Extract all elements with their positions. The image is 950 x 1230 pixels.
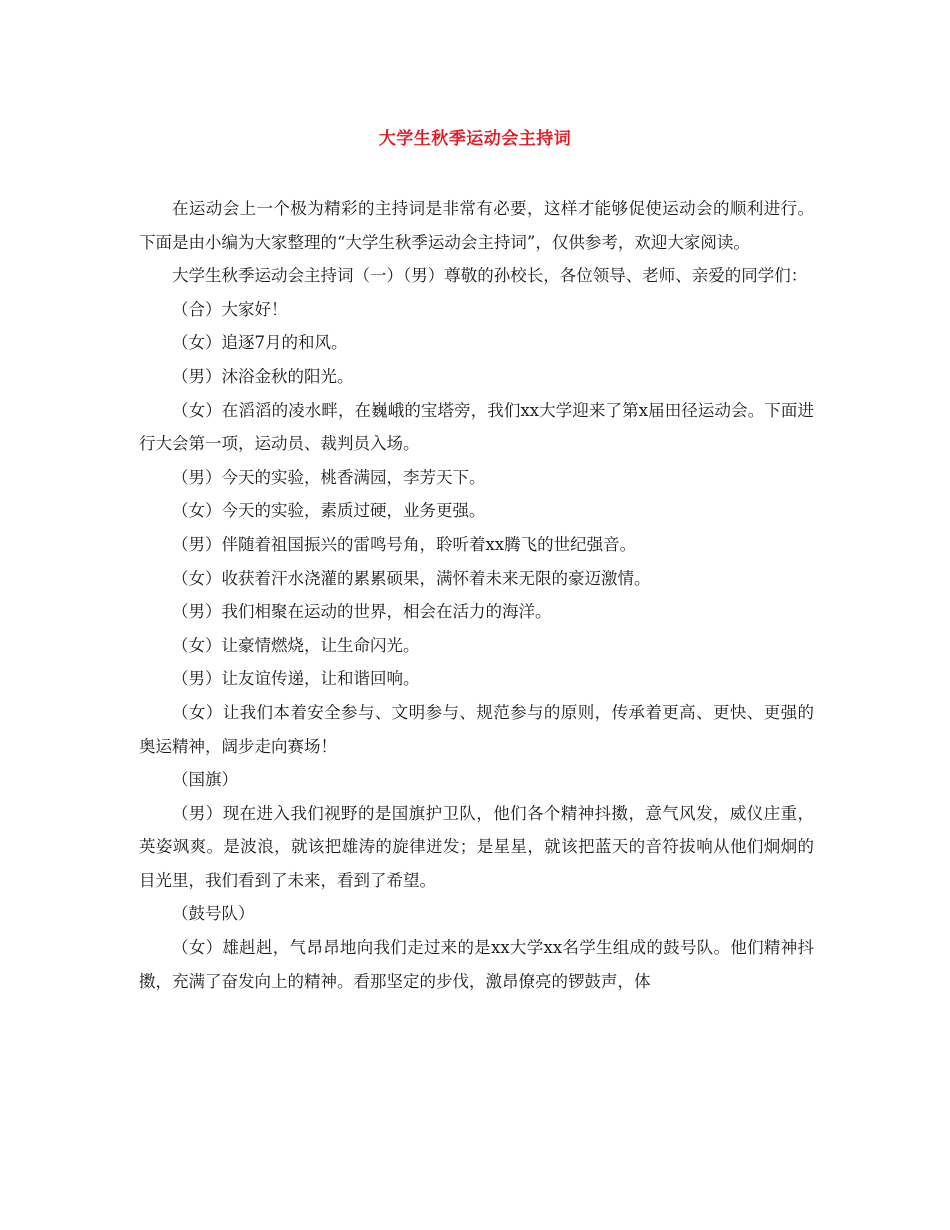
paragraph: （男）让友谊传递，让和谐回响。 <box>172 669 420 689</box>
paragraph: （男）沐浴金秋的阳光。 <box>172 366 354 386</box>
document-body <box>139 192 814 998</box>
paragraph: （女）追逐7月的和风。 <box>172 333 348 353</box>
paragraph: （女）雄赳赳，气昂昂地向我们走过来的是xx大学xx名学生组成的鼓号队。他们精神抖擞，充满了奋发向上的精神。看那坚定的步伐，激昂僚亮的锣鼓声，体 <box>139 938 814 991</box>
paragraph: （女）在滔滔的凌水畔，在巍峨的宝塔旁，我们xx大学迎来了第x届田径运动会。下面进行大会第一项，运动员、裁判员入场。 <box>139 400 814 454</box>
paragraph: （女）收获着汗水浇灌的累累硕果，满怀着未来无限的豪迈激情。 <box>172 568 651 588</box>
page-title: 大学生秋季运动会主持词 <box>378 129 572 149</box>
paragraph: （合）大家好！ <box>172 299 288 319</box>
paragraph: （女）让豪情燃烧，让生命闪光。 <box>172 635 420 655</box>
section-heading: （国旗） <box>172 770 238 790</box>
paragraph: （女）今天的实验，素质过硬，业务更强。 <box>172 501 486 521</box>
paragraph: （女）让我们本着安全参与、文明参与、规范参与的原则，传承着更高、更快、更强的奥运精神，阔步走向赛场！ <box>139 702 814 756</box>
intro-paragraph: 在运动会上一个极为精彩的主持词是非常有必要，这样才能够促使运动会的顺利进行。下面是由小编为大家整理的“大学生秋季运动会主持词”，仅供参考，欢迎大家阅读。 <box>139 199 814 252</box>
section-heading: （鼓号队） <box>172 904 255 924</box>
paragraph: （男）今天的实验，桃香满园，李芳天下。 <box>172 467 486 487</box>
paragraph: （男）我们相聚在运动的世界，相会在活力的海洋。 <box>172 602 552 622</box>
paragraph: 大学生秋季运动会主持词（一）（男）尊敬的孙校长，各位领导、老师、亲爱的同学们： <box>172 266 808 286</box>
paragraph: （男）现在进入我们视野的是国旗护卫队，他们各个精神抖擞，意气风发，威仪庄重，英姿飒爽。是波浪，就该把雄涛的旋律迸发；是星星，就该把蓝天的音符拔响从他们炯炯的目光里，我们看到了未来，看到了希望。 <box>139 803 814 890</box>
paragraph: （男）伴随着祖国振兴的雷鸣号角，聆听着xx腾飞的世纪强音。 <box>172 534 637 554</box>
